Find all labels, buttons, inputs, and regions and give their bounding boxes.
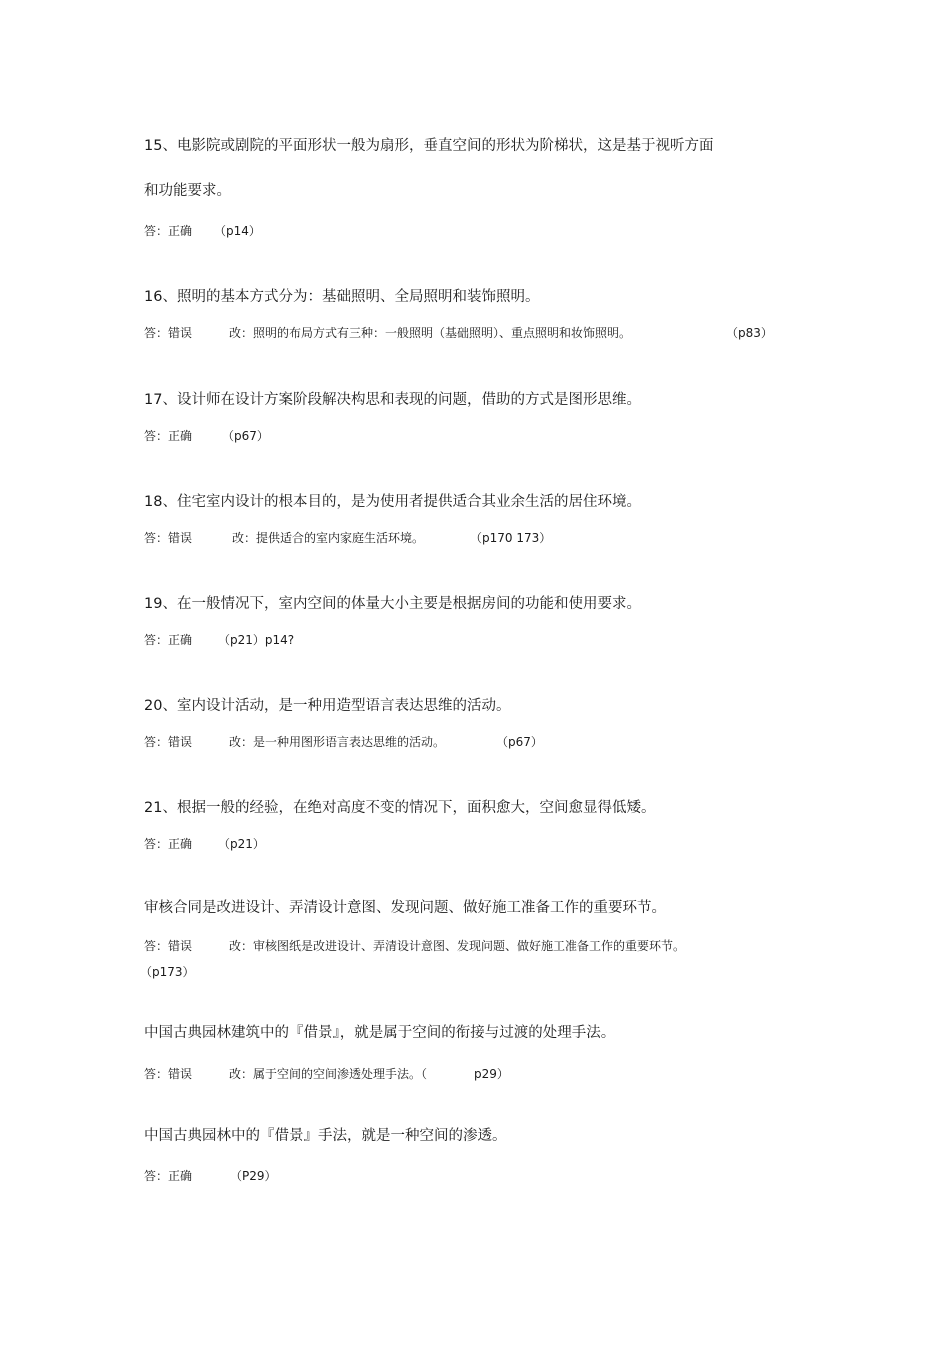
page-reference: （p21） bbox=[218, 837, 265, 851]
page-reference: （p67） bbox=[496, 735, 543, 749]
answer-label: 答：错误 bbox=[144, 326, 193, 340]
question-review-contract: 审核合同是改进设计、弄清设计意图、发现问题、做好施工准备工作的重要环节。 bbox=[144, 900, 666, 916]
correction-text: 改：照明的布局方式有三种：一般照明（基础照明）、重点照明和妆饰照明。 bbox=[229, 326, 632, 340]
answer-label: 答：正确 bbox=[144, 429, 193, 443]
page-reference: （p14） bbox=[214, 224, 261, 238]
question-19: 19、在一般情况下，室内空间的体量大小主要是根据房间的功能和使用要求。 bbox=[144, 596, 641, 612]
question-21: 21、根据一般的经验，在绝对高度不变的情况下，面积愈大，空间愈显得低矮。 bbox=[144, 800, 656, 816]
question-borrowed-scenery-penetration: 中国古典园林中的『借景』手法，就是一种空间的渗透。 bbox=[144, 1128, 507, 1144]
correction-text: 改：提供适合的室内家庭生活环境。 bbox=[232, 531, 425, 545]
page-reference: p29） bbox=[474, 1067, 509, 1081]
answer-label: 答：错误 bbox=[144, 531, 193, 545]
answer-label: 答：正确 bbox=[144, 224, 193, 238]
correction-text: 改：审核图纸是改进设计、弄清设计意图、发现问题、做好施工准备工作的重要环节。 bbox=[229, 939, 686, 953]
answer-label: 答：正确 bbox=[144, 633, 193, 647]
page-reference: （p83） bbox=[726, 326, 773, 340]
answer-label: 答：错误 bbox=[144, 1067, 193, 1081]
page-reference: （p67） bbox=[222, 429, 269, 443]
page-reference: （p170 173） bbox=[470, 531, 552, 545]
question-15: 15、电影院或剧院的平面形状一般为扇形，垂直空间的形状为阶梯状，这是基于视听方面 bbox=[144, 138, 714, 154]
page-reference: （p173） bbox=[140, 965, 195, 979]
answer-label: 答：错误 bbox=[144, 939, 193, 953]
question-18: 18、住宅室内设计的根本目的，是为使用者提供适合其业余生活的居住环境。 bbox=[144, 494, 641, 510]
answer-label: 答：正确 bbox=[144, 837, 193, 851]
correction-text: 改：属于空间的空间渗透处理手法。（ bbox=[229, 1067, 428, 1081]
page-reference: （p21）p14? bbox=[218, 633, 295, 647]
correction-text: 改：是一种用图形语言表达思维的活动。 bbox=[229, 735, 446, 749]
question-15-continuation: 和功能要求。 bbox=[144, 183, 231, 199]
question-17: 17、设计师在设计方案阶段解决构思和表现的问题，借助的方式是图形思维。 bbox=[144, 392, 641, 408]
answer-label: 答：错误 bbox=[144, 735, 193, 749]
question-20: 20、室内设计活动，是一种用造型语言表达思维的活动。 bbox=[144, 698, 511, 714]
question-borrowed-scenery-transition: 中国古典园林建筑中的『借景』，就是属于空间的衔接与过渡的处理手法。 bbox=[144, 1025, 616, 1041]
page-reference: （P29） bbox=[230, 1169, 277, 1183]
answer-label: 答：正确 bbox=[144, 1169, 193, 1183]
question-16: 16、照明的基本方式分为：基础照明、全局照明和装饰照明。 bbox=[144, 289, 540, 305]
